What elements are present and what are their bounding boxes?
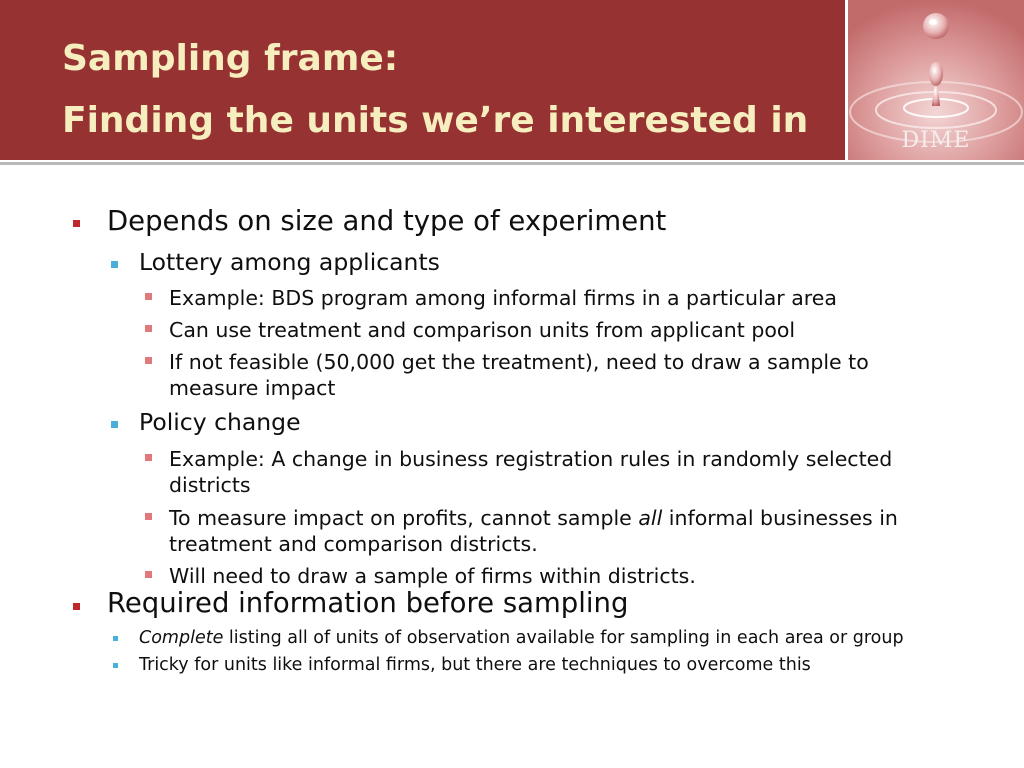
bullet-marker [113,663,118,668]
slide-title-line-2: Finding the units we’re interested in [62,100,809,141]
bullet-marker [73,603,80,610]
bullet-complete-emphasis: Complete [139,628,224,648]
bullet-marker [111,421,118,428]
slide-title [62,28,862,152]
bullet-example-bds: Example: BDS program among informal firms in a particular area [169,286,837,310]
bullet-not-feasible-line-1: If not feasible (50,000 get the treatment), need to draw a sample to [169,350,869,374]
bullet-marker [145,325,152,332]
bullet-lottery: Lottery among applicants [139,248,440,276]
bullet-example-registration-line-1: Example: A change in business registration rules in randomly selected [169,447,893,471]
bullet-marker [73,220,80,227]
bullet-measure-profits [169,505,898,557]
bullet-marker [145,454,152,461]
bullet-marker [145,571,152,578]
header-divider [0,162,1024,165]
bullet-complete-listing [139,628,904,648]
bullet-draw-sample: Will need to draw a sample of firms within districts. [169,564,696,588]
slide-title-line-1: Sampling frame: [62,38,399,79]
bullet-measure-profits-emphasis: all [638,506,663,530]
bullet-complete-rest: listing all of units of observation available for sampling in each area or group [223,628,904,648]
bullet-not-feasible-line-2: measure impact [169,376,336,400]
bullet-tricky-units: Tricky for units like informal firms, but there are techniques to overcome this [139,655,811,675]
bullet-not-feasible [169,349,869,401]
bullet-measure-profits-line-1 [169,505,898,531]
bullet-example-registration [169,446,892,498]
dime-logo [845,0,1024,160]
bullet-marker [111,261,118,268]
bullet-example-registration-line-2: districts [169,473,251,497]
bullet-policy-change: Policy change [139,408,301,436]
bullet-measure-profits-post: informal businesses in [662,506,898,530]
bullet-marker [113,636,118,641]
bullet-marker [145,293,152,300]
bullet-depends-on-size: Depends on size and type of experiment [107,205,667,237]
bullet-required-information: Required information before sampling [107,587,629,619]
bullet-treatment-comparison: Can use treatment and comparison units from applicant pool [169,318,796,342]
logo-text: DIME [901,128,971,153]
bullet-measure-profits-pre: To measure impact on profits, cannot sample [169,506,639,530]
bullet-measure-profits-line-2: treatment and comparison districts. [169,532,538,556]
bullet-marker [145,357,152,364]
bullet-marker [145,513,152,520]
